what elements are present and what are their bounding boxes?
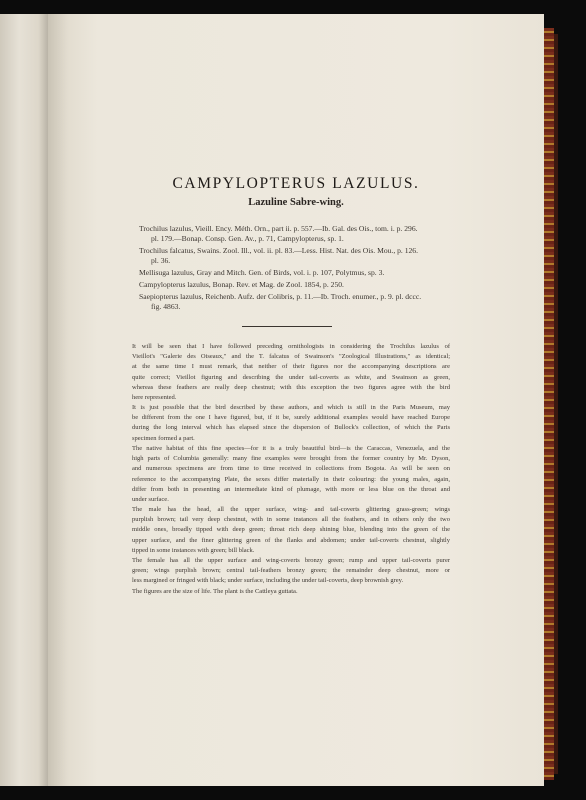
paragraph-2 — [132, 403, 450, 444]
text-line: under surface. — [132, 495, 169, 503]
text-line: differ from both in presenting an intermediate kind of plumage, with more or less blue on the throat and — [132, 485, 450, 493]
synonym-entry — [139, 268, 384, 278]
text-line: middle ones, broadly tipped with deep green; throat rich deep shining blue, blending into the green of the — [132, 526, 450, 534]
page-subtitle: Lazuline Sabre-wing. — [248, 197, 344, 208]
text-line: and numerous specimens are from time to time received in collections from Bogota. As will be seen on — [132, 465, 450, 473]
text-line: The male has the head, all the upper surface, wing- and tail-coverts glittering grass-green; wings — [132, 506, 450, 513]
synonym-entry — [139, 246, 418, 266]
section-divider — [242, 326, 332, 327]
paragraph-1 — [132, 342, 450, 403]
text-line: Vieillot's "Galerie des Oiseaux," and the T. falcatus of Swainson's "Zoological Illustrations," as identical; — [132, 353, 450, 361]
synonym-line: Mellisuga lazulus, Gray and Mitch. Gen. of Birds, vol. i. p. 107, Polytmus, sp. 3. — [139, 268, 385, 277]
text-line: high parts of Columbia generally: many fine examples were brought from the former country by Mr. Dyson, — [132, 455, 450, 463]
text-line: green; wings purplish brown; central tail-feathers bronzy green; the remainder deep chestnut, more or — [132, 567, 450, 575]
left-page-edge — [0, 14, 48, 786]
synonym-entry — [139, 224, 418, 244]
text-line: purplish brown; tail very deep chestnut, with in some instances all the feathers, and in others only the two — [132, 516, 450, 524]
text-line: at the same time I must remark, that neither of their figures nor the accompanying descriptions are — [132, 363, 450, 371]
text-line: reference to the accompanying Plate, the sexes differ materially in their colouring: the young males, again, — [132, 475, 450, 483]
text-line: The female has all the upper surface and wing-coverts bronzy green; rump and upper tail-coverts purer — [132, 557, 450, 564]
synonym-line: Saepiopterus lazulus, Reichenb. Aufz. der Colibris, p. 11.—Ib. Troch. enumer., p. 9. pl. dccc. — [139, 292, 422, 301]
book-cover-edge — [554, 34, 558, 774]
text-line: less margined or fringed with black; under surface, including the under tail-coverts, deep brownish grey. — [132, 577, 404, 585]
text-line: specimen formed a part. — [132, 434, 195, 442]
text-line: The figures are the size of life. The plant is the Cattleya guttata. — [132, 588, 298, 595]
text-line: during the long interval which has elapsed since the dispersion of Bullock's collection, of which the Paris — [132, 424, 450, 432]
text-line: It is just possible that the bird described by these authors, and which is still in the Paris Museum, may — [132, 404, 450, 411]
page-title: CAMPYLOPTERUS LAZULUS. — [172, 175, 420, 192]
text-line: tipped in some instances with green; bill black. — [132, 546, 255, 554]
paragraph-4 — [132, 505, 450, 556]
paragraph-3 — [132, 444, 450, 505]
synonym-line: pl. 179.—Bonap. Consp. Gen. Av., p. 71, Campylopterus, sp. 1. — [151, 234, 344, 243]
paragraph-6 — [132, 587, 450, 597]
text-line: It will be seen that I have followed preceding ornithologists in considering the Trochilus lazulus of — [132, 343, 450, 350]
synonym-line: pl. 36. — [151, 256, 171, 265]
synonym-line: Trochilus lazulus, Vieill. Ency. Méth. Orn., part ii. p. 557.—Ib. Gal. des Ois., tom. i. p. 296. — [139, 224, 418, 233]
synonym-line: Trochilus falcatus, Swains. Zool. Ill., vol. ii. pl. 83.—Less. Hist. Nat. des Ois. Mou., p. 126. — [139, 246, 418, 255]
synonym-entry — [139, 280, 344, 290]
text-line: upper surface, and the finer glittering green of the flanks and abdomen; under tail-coverts chestnut, slightly — [132, 536, 450, 544]
synonym-line: Campylopterus lazulus, Bonap. Rev. et Mag. de Zool. 1854, p. 250. — [139, 280, 344, 289]
text-line: quite correct; Vieillot figuring and describing the under tail-coverts as white, and Swainson as green, — [132, 373, 450, 381]
marbled-page-edge — [544, 28, 554, 780]
paragraph-5 — [132, 556, 450, 587]
text-line: here represented. — [132, 393, 177, 401]
text-line: be different from the one I have figured, but, if it be, surely additional examples would have reached Europe — [132, 414, 450, 422]
synonym-line: fig. 4863. — [151, 302, 181, 311]
text-line: The native habitat of this fine species—for it is a truly beautiful bird—is the Caraccas, Venezuela, and the — [132, 445, 450, 452]
text-line: whereas these feathers are really deep chestnut; with this exception the two figures agree with the bird — [132, 383, 450, 391]
synonym-entry — [139, 292, 421, 312]
